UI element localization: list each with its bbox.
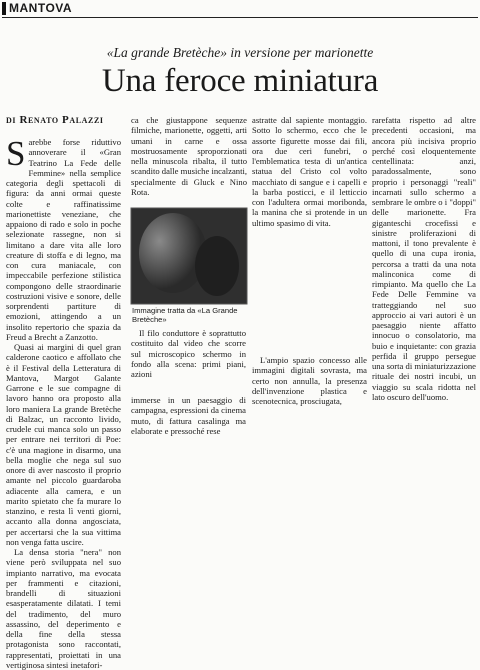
article-column-1 xyxy=(6,134,121,670)
article-column-2-end xyxy=(131,395,246,440)
article-column-4 xyxy=(372,115,476,440)
article-column-2-bottom xyxy=(131,328,246,388)
header-rule xyxy=(2,17,478,18)
section-label: MANTOVA xyxy=(2,2,72,15)
paragraph: Il filo conduttore è soprattutto costituito dal video che scorre sul microscopico schermo in fondo alla scena: primi piani, azioni xyxy=(131,328,246,379)
paragraph: L'ampio spazio concesso alle immagini digitali sovrasta, ma certo non annulla, la presenza dell'invenzione plastica e scenotecnica, prosciugata, xyxy=(252,355,367,406)
article-subtitle: «La grande Bretèche» in versione per marionette xyxy=(106,45,374,60)
paragraph: immerse in un paesaggio di campagna, espressioni da cinema muto, di fattura casalinga ma elaborate e pressoché rese xyxy=(131,395,246,436)
paragraph: rarefatta rispetto ad altre precedenti occasioni, ma ancora più incisiva proprio perché così eloquentemente centellinata: anzi, paradossalmente, sono proprio i personaggi "reali" incarnati sullo schermo a sembrare le ombre o i "doppi" delle marionette. Fra giganteschi crocefissi e sinistre proliferazioni di mattoni, il tono prevalente è quello di una cupa ironia, percorsa a tratti da una nota malinconica come di rimpianto. Ma quello che La Fede Delle Femmine va tratteggiando nel suo approccio ai vari autori è un paesaggio niente affatto innocuo o consolatorio, ma buio e inquietante: con grazia perfida il gruppo persegue una sorta di miniaturizzazione rituale dei nostri incubi, un viaggio su scala ridotta nel lato oscuro dell'uomo. xyxy=(372,115,476,402)
marionette-photo-image xyxy=(131,208,247,304)
paragraph: La densa storia "nera" non viene però sviluppata nel suo impianto narrativo, ma evocata per frammenti e citazioni, brandelli di situazioni esasperatamente dilatati. I temi del tradimento, del muro assassino, del deperimento e della fine della stessa protagonista sono raccontati, rappresentati, proiettati in una vertiginosa sintesi inetafori- xyxy=(6,547,121,670)
lead-paragraph: arebbe forse riduttivo annoverare il «Gran Teatrino La Fede delle Femmine» nella semplice categoria degli spettacoli di figura: da anni ormai queste colte e raffinatissime marionettiste veneziane, che appaiono di rado e solo in poche selezionate rassegne, non si limitano a dare vita alle loro creature di stoffa e di legno, ma con cura maniacale, con impeccabile perfezione stilistica compongono delle straordinarie costruzioni visive e sonore, delle sorprendenti partiture di emozioni, attingendo a un insolito repertorio che spazia da Freud a Brecht a Zanzotto. xyxy=(6,137,121,342)
article-column-3 xyxy=(252,115,367,350)
byline: di Renato Palazzi xyxy=(6,114,104,126)
article-headline: Una feroce miniatura xyxy=(101,63,379,99)
paragraph: astratte dal sapiente montaggio. Sotto lo schermo, ecco che le assorte figurette mosse dai fili, ora due ceri funebri, o l'emblematica testa di un'antica statua del Cristo col volto macchiato di sangue e i capelli e la barba posticci, e il letticcio con l'adultera ormai moribonda, la manina che si protende in un ultimo spasimo di vita. xyxy=(252,115,367,228)
article-column-2-top xyxy=(131,115,247,207)
paragraph: Quasi ai margini di quel gran calderone caotico e affollato che è il Festival della Letteratura di Mantova, Margot Galante Garrone e le sue compagne di lavoro hanno ora proposto alla loro maniera La grande Bretèche di Balzac, un racconto livido, crudele cui manca solo un passo per entrare nei territori di Poe: c'è una magione in disarmo, una bella moglie che nega sul suo onore di aver nascosto il proprio amante nel piccolo guardaroba adiacente alla camera, e un marito spietato che fa murare lo stanzino, e resta lì venti giorni, accanto alla donna angosciata, per accertarsi che la sua vittima non venga fatta uscire. xyxy=(6,342,121,547)
drop-cap: S xyxy=(6,134,26,173)
article-photo xyxy=(131,208,247,304)
article-column-3-end xyxy=(252,355,367,440)
paragraph: ca che giustappone sequenze filmiche, marionette, oggetti, arti umani in carne e ossa mostruosamente sproporzionati nella minuscola ribalta, il tutto scandito dalle musiche incalzanti, specialmente di Gluck e Nino Rota. xyxy=(131,115,247,197)
photo-caption: Immagine tratta da «La Grande Bretèche» xyxy=(132,306,238,324)
